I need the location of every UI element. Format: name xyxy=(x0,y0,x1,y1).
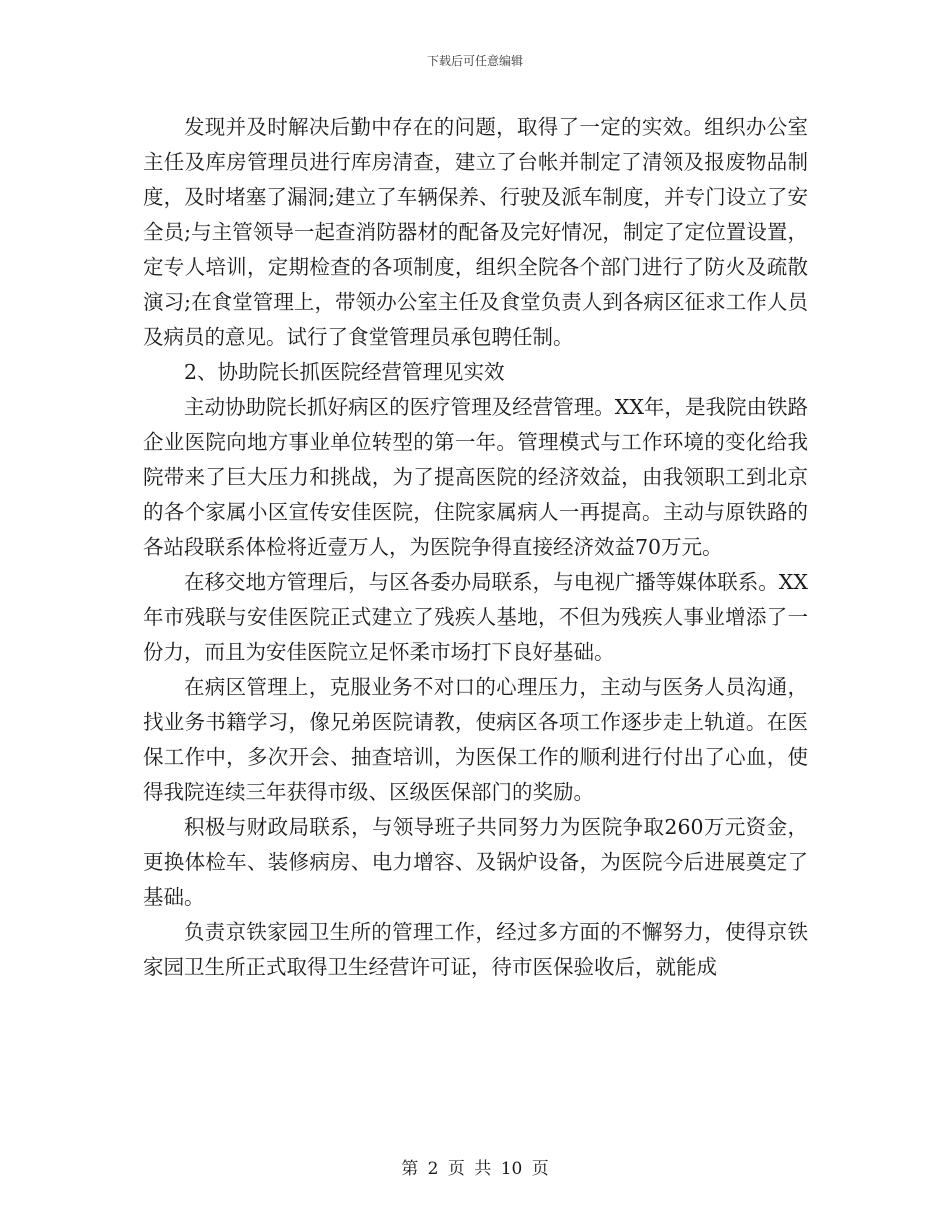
page-header: 下载后可任意编辑 xyxy=(426,54,523,68)
paragraph: 积极与财政局联系，与领导班子共同努力为医院争取260万元资金，更换体检车、装修病房、电力增容、及锅炉设备，为医院今后进展奠定了基础。 xyxy=(143,815,808,909)
page-number: 第 2 页 共 10 页 xyxy=(401,1159,549,1179)
document-body xyxy=(143,110,808,985)
paragraph: 主动协助院长抓好病区的医疗管理及经营管理。XX年，是我院由铁路企业医院向地方事业单位转型的第一年。管理模式与工作环境的变化给我院带来了巨大压力和挑战，为了提高医院的经济效益，由我领职工到北京的各个家属小区宣传安佳医院，住院家属病人一再提高。主动与原铁路的各站段联系体检将近壹万人，为医院争得直接经济效益70万元。 xyxy=(143,395,808,559)
paragraph: 负责京铁家园卫生所的管理工作，经过多方面的不懈努力，使得京铁家园卫生所正式取得卫生经营许可证，待市医保验收后，就能成 xyxy=(143,920,808,979)
paragraph: 发现并及时解决后勤中存在的问题，取得了一定的实效。组织办公室主任及库房管理员进行库房清查，建立了台帐并制定了清领及报废物品制度，及时堵塞了漏洞;建立了车辆保养、行驶及派车制度，并专门设立了安全员;与主管领导一起查消防器材的配备及完好情况，制定了定位置设置，定专人培训，定期检查的各项制度，组织全院各个部门进行了防火及疏散演习;在食堂管理上，带领办公室主任及食堂负责人到各病区征求工作人员及病员的意见。试行了食堂管理员承包聘任制。 xyxy=(143,115,808,349)
paragraph: 在病区管理上，克服业务不对口的心理压力，主动与医务人员沟通，找业务书籍学习，像兄弟医院请教，使病区各项工作逐步走上轨道。在医保工作中，多次开会、抽查培训，为医保工作的顺利进行付出了心血，使得我院连续三年获得市级、区级医保部门的奖励。 xyxy=(143,675,808,804)
paragraph: 在移交地方管理后，与区各委办局联系，与电视广播等媒体联系。XX年市残联与安佳医院正式建立了残疾人基地，不但为残疾人事业增添了一份力，而且为安佳医院立足怀柔市场打下良好基础。 xyxy=(143,570,808,664)
section-heading: 2、协助院长抓医院经营管理见实效 xyxy=(184,360,505,384)
